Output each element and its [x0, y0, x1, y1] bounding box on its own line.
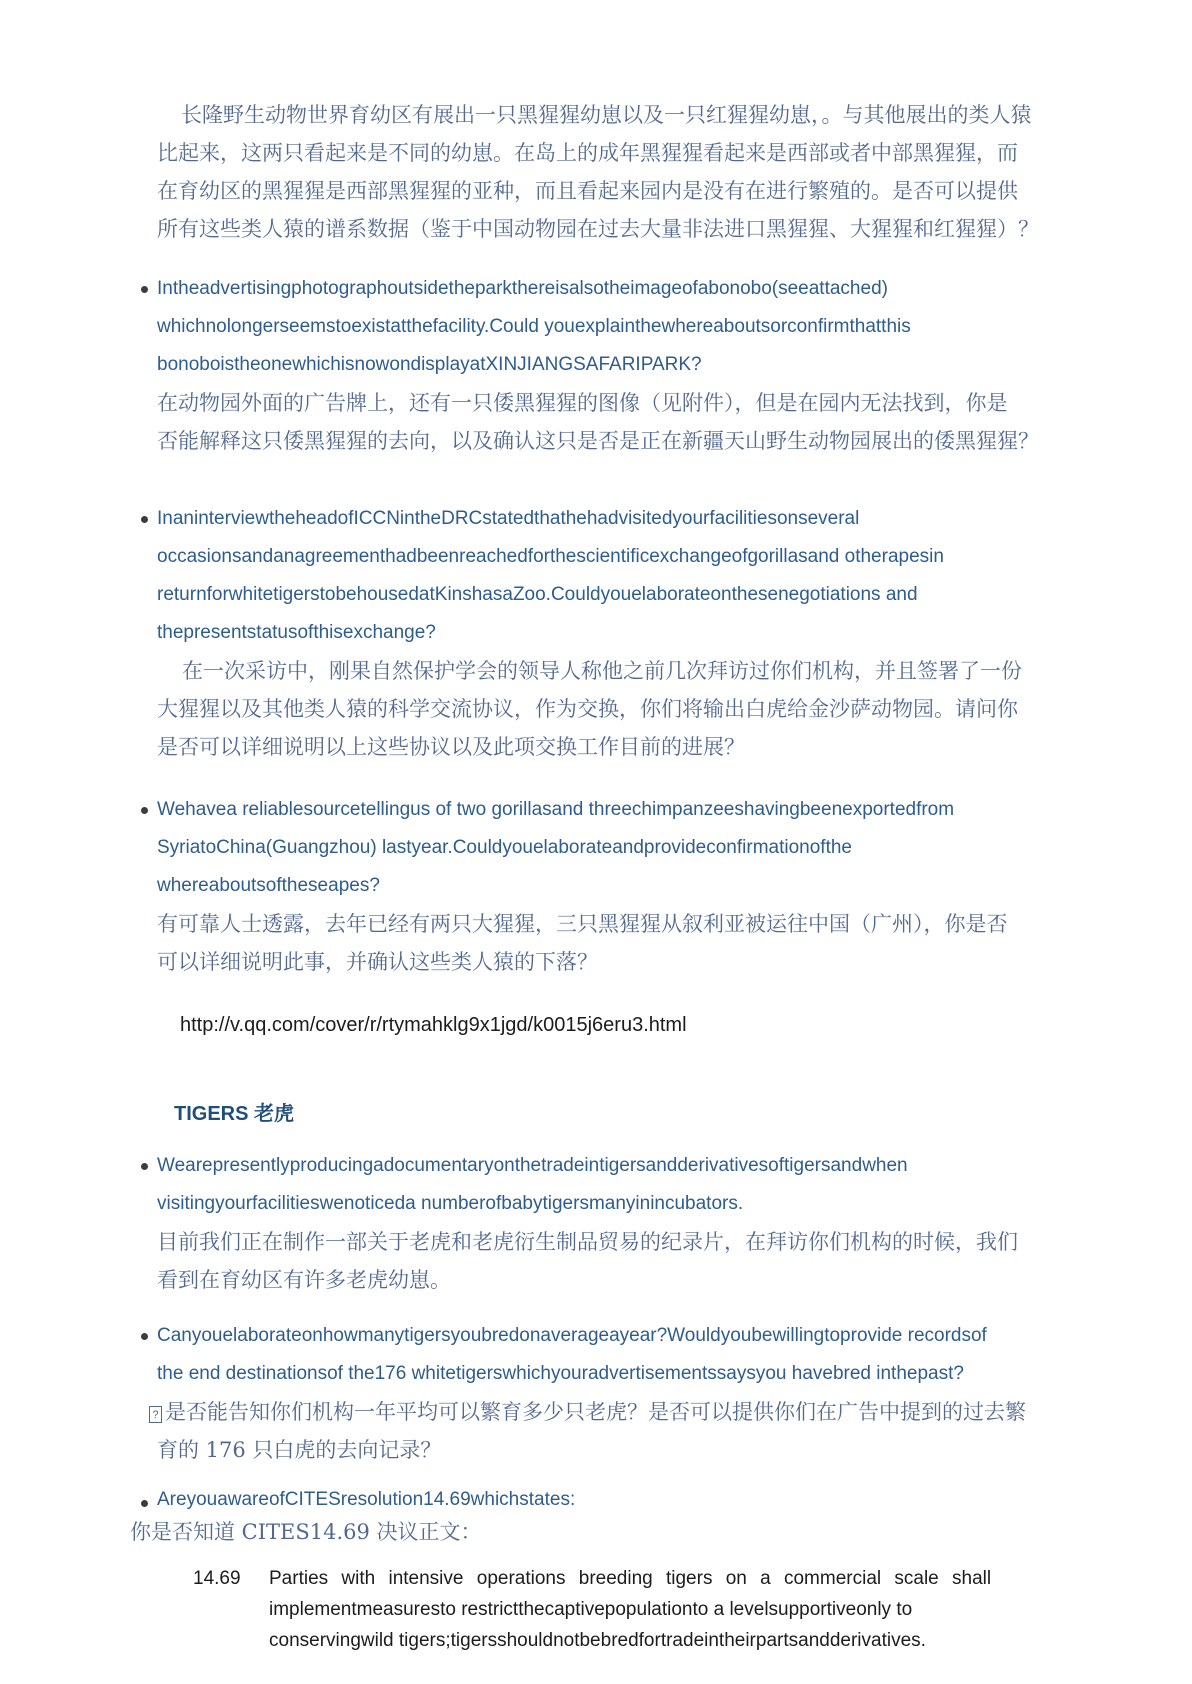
bullet-documentary-text-en: Wearepresentlyproducingadocumentaryonthetradeintigersandderivativesoftigersandwhen visitingyourfacilitieswenoticeda numberofbabytigersmanyinincubators. [157, 1155, 908, 1214]
bullet-icon [141, 807, 148, 814]
bullet-item-gorilla-exchange [157, 500, 1062, 766]
bullet-breeding-records-text-zh [152, 1393, 1062, 1469]
bullet-icon [141, 516, 148, 523]
bullet-item-cites [130, 1484, 1062, 1548]
bullet-documentary-text-zh: 目前我们正在制作一部关于老虎和老虎衍生制品贸易的纪录片，在拜访你们机构的时候，我们 看到在育幼区有许多老虎幼崽。 [157, 1230, 1018, 1292]
bullet-gorilla-exchange-text-en: InaninterviewtheheadofICCNintheDRCstatedthathehadvisitedyourfacilitiesonseveral occasionsandanagreementhadbeenreachedforthescientificexchangeofgorillasand otherapesin returnforwhitetigerstobehousedatKinshasaZoo.Couldyouelaborateonthesenegotiations and thepresentstatusofthisexchange? [157, 508, 944, 643]
zh-line-text: 是否能告知你们机构一年平均可以繁育多少只老虎？是否可以提供你们在广告中提到的过去繁 [165, 1400, 1026, 1424]
bullet-bonobo-text-en: Intheadvertisingphotographoutsidetheparkthereisalsotheimageofabonobo(seeattached) whichnolongerseemstoexistatthefacility.Could youexplainthewhereaboutsorconfirmthatthis bonoboistheonewhichisnowondisplayatXINJIANGSAFARIPARK? [157, 278, 911, 375]
bullet-item-documentary [157, 1147, 1062, 1299]
cites-quote-line: implementmeasuresto restrictthecaptivepopulationto a levelsupportiveonly to [269, 1599, 913, 1620]
intro-paragraph-zh: 长隆野生动物世界育幼区有展出一只黑猩猩幼崽以及一只红猩猩幼崽，。与其他展出的类人猿 比起来，这两只看起来是不同的幼崽。在岛上的成年黑猩猩看起来是西部或者中部黑猩猩，而 在育幼区的黑猩猩是西部黑猩猩的亚种，而且看起来园内是没有在进行繁殖的。是否可以提供 所有这些类人猿的谱系数据（鉴于中国动物园在过去大量非法进口黑猩猩、大猩猩和红猩猩）？ [157, 103, 1039, 241]
cites-quote-line: Parties with intensive operations breeding tigers on a commercial scale shall [269, 1568, 992, 1589]
bullet-icon [141, 1333, 148, 1340]
bullet-cites-text-zh: 你是否知道 CITES14.69 决议正文： [130, 1520, 482, 1544]
bullet-syria-export-text-zh: 有可靠人士透露，去年已经有两只大猩猩，三只黑猩猩从叙利亚被运往中国（广州），你是否 可以详细说明此事，并确认这些类人猿的下落？ [157, 912, 1008, 974]
zh-line [149, 1393, 1062, 1431]
bullet-item-bonobo [157, 270, 1062, 460]
cites-quote-line: conservingwild tigers;tigersshouldnotbebredfortradeintheirpartsandderivatives. [269, 1630, 926, 1651]
cites-quote-text [269, 1563, 991, 1656]
bullet-item-breeding-records [152, 1317, 1062, 1469]
cites-quote-block [193, 1563, 1062, 1656]
bullet-icon [141, 1500, 148, 1507]
bullet-icon [141, 286, 148, 293]
bullet-bonobo-text-zh: 在动物园外面的广告牌上，还有一只倭黑猩猩的图像（见附件），但是在园内无法找到，你是 否能解释这只倭黑猩猩的去向，以及确认这只是否是正在新疆天山野生动物园展出的倭黑猩猩？ [157, 391, 1039, 453]
bullet-breeding-records-text-en: Canyouelaborateonhowmanytigersyoubredonaverageayear?Wouldyoubewillingtoprovide recordsof the end destinationsof the176 whitetigerswhichyouradvertisementssaysyou havebred inthepast? [157, 1325, 987, 1384]
bullet-gorilla-exchange-text-zh: 在一次采访中，刚果自然保护学会的领导人称他之前几次拜访过你们机构，并且签署了一份 大猩猩以及其他类人猿的科学交流协议，作为交换，你们将输出白虎给金沙萨动物园。请问你 是否可以详细说明以上这些协议以及此项交换工作目前的进展？ [157, 659, 1022, 759]
video-link: http://v.qq.com/cover/r/rtymahklg9x1jgd/k0015j6eru3.html [180, 1014, 687, 1036]
bullet-icon [141, 1163, 148, 1170]
bullet-syria-export-text-en: Wehavea reliablesourcetellingus of two gorillasand threechimpanzeeshavingbeenexportedfrom SyriatoChina(Guangzhou) lastyear.Couldyouelaborateandprovideconfirmationofthe whereaboutsoftheseapes? [157, 799, 955, 896]
section-heading-tigers: TIGERS 老虎 [174, 1103, 295, 1125]
zh-line: 育的 176 只白虎的去向记录？ [157, 1438, 442, 1462]
bullet-item-syria-export [157, 791, 1062, 981]
missing-glyph-icon: ? [149, 1406, 162, 1423]
cites-quote-number: 14.69 [193, 1568, 241, 1589]
bullet-cites-text-en: AreyouawareofCITESresolution14.69whichstates: [157, 1489, 576, 1510]
